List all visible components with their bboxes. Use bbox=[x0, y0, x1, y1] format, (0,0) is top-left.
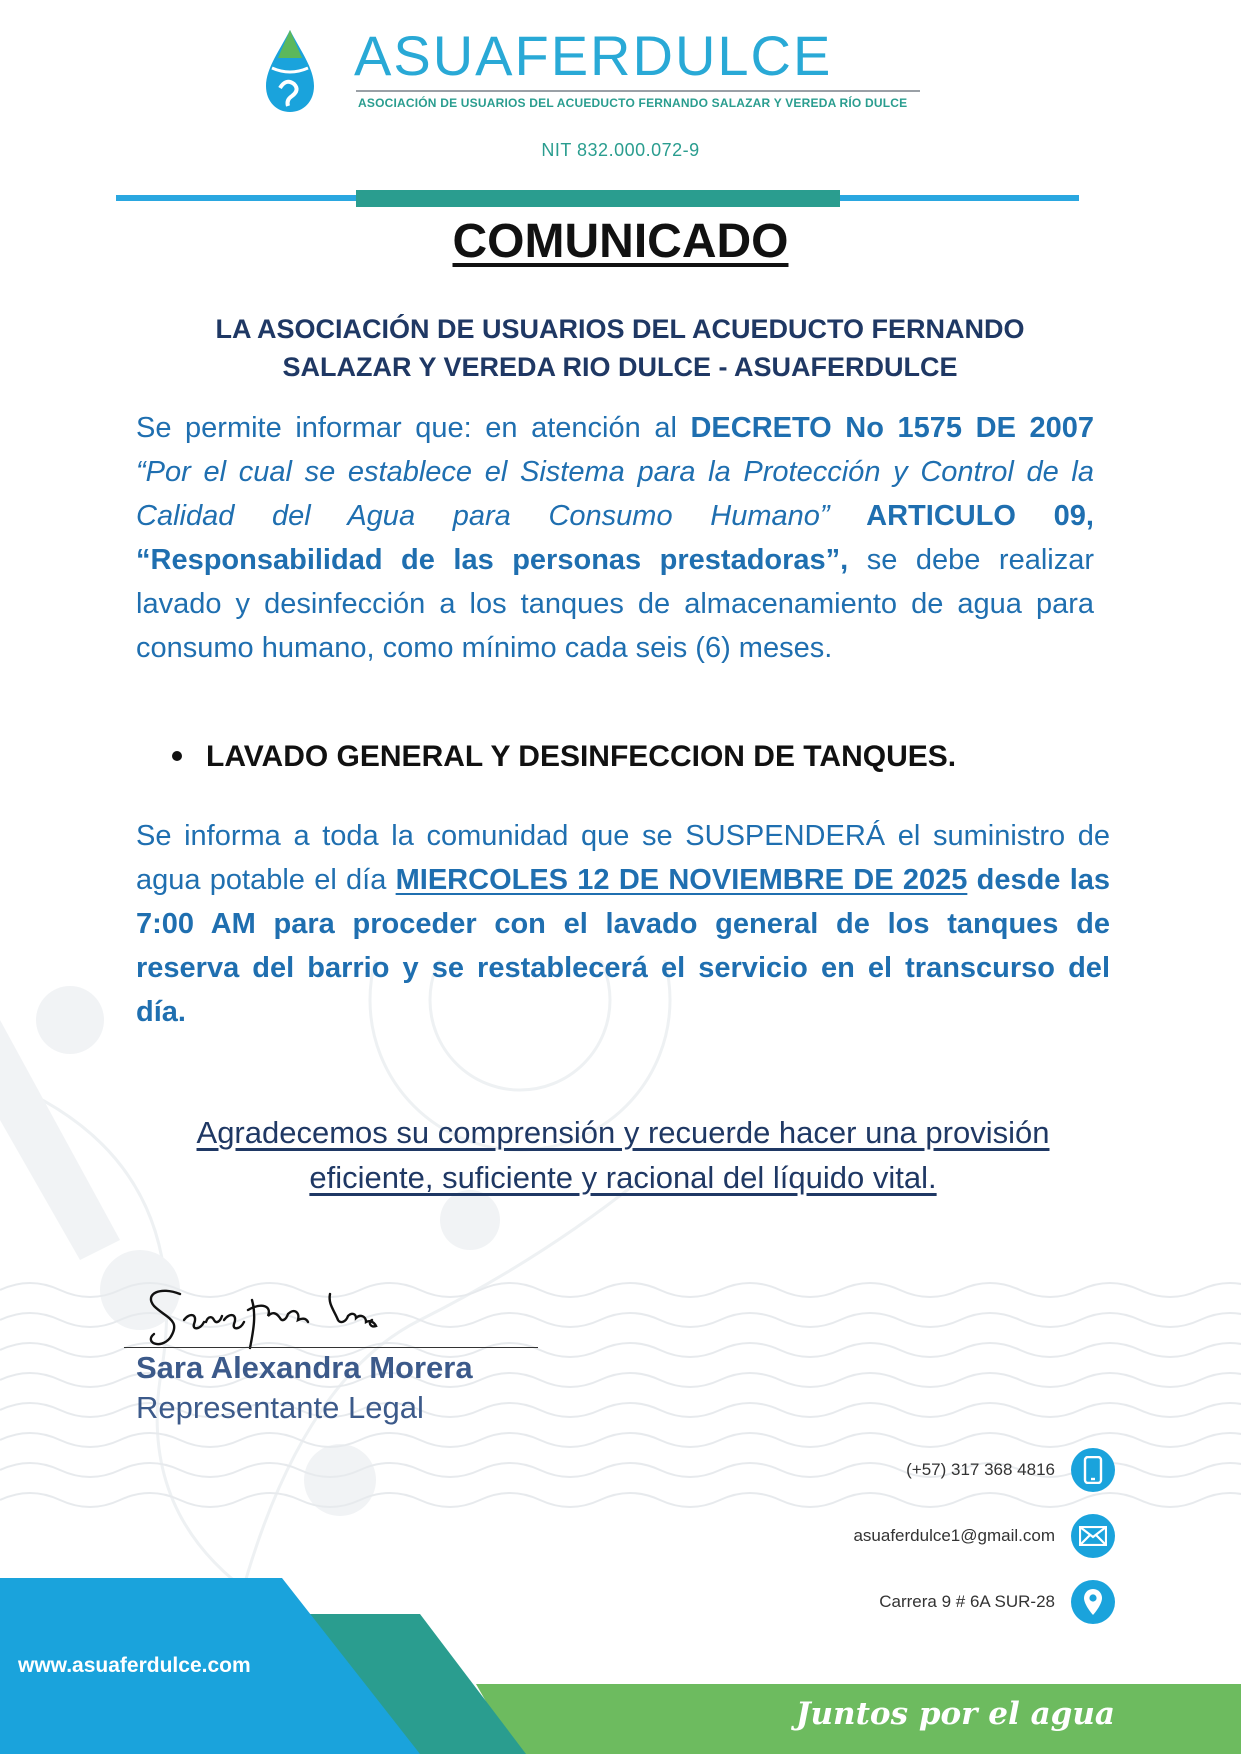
brand-subtitle: ASOCIACIÓN DE USUARIOS DEL ACUEDUCTO FERNANDO SALAZAR Y VEREDA RÍO DULCE bbox=[358, 96, 908, 110]
decree-number-text: DECRETO No 1575 DE 2007 bbox=[690, 412, 1094, 444]
header-logo bbox=[262, 24, 922, 114]
nit-number: NIT 832.000.072-9 bbox=[541, 140, 700, 160]
contact-address-text: Carrera 9 # 6A SUR-28 bbox=[879, 1592, 1055, 1611]
decree-rest-text: se debe realizar lavado y desinfección a los tanques de almacenamiento de agua para consumo humano, como mínimo cada seis (6) meses. bbox=[136, 544, 1094, 664]
bullet-dot-icon bbox=[172, 751, 182, 761]
water-drop-logo-icon bbox=[262, 28, 318, 114]
document-title: COMUNICADO bbox=[452, 215, 789, 268]
phone-icon bbox=[1071, 1448, 1115, 1492]
header-rule-teal bbox=[356, 190, 840, 207]
handwritten-signature bbox=[140, 1280, 400, 1360]
organization-heading-line-2: SALAZAR Y VEREDA RIO DULCE - ASUAFERDULCE bbox=[282, 352, 958, 382]
signature-line bbox=[124, 1347, 538, 1348]
suspension-date-text: MIERCOLES 12 DE NOVIEMBRE DE 2025 bbox=[395, 864, 968, 896]
footer-slogan: Juntos por el agua bbox=[795, 1696, 1115, 1732]
signer-name: Sara Alexandra Morera bbox=[136, 1350, 473, 1385]
organization-heading bbox=[120, 310, 1120, 386]
decree-paragraph bbox=[136, 406, 1094, 670]
decree-article-text: ARTICULO 09, “Responsabilidad de las personas prestadoras”, bbox=[136, 500, 1094, 576]
decree-intro-text: Se permite informar que: en atención al bbox=[136, 412, 691, 444]
signer-role: Representante Legal bbox=[136, 1390, 424, 1425]
suspension-rest-text: desde las 7:00 AM para proceder con el lavado general de los tanques de reserva del barrio y se restablecerá el servicio en el transcurso del día. bbox=[136, 864, 1111, 1028]
contact-phone-text: (+57) 317 368 4816 bbox=[906, 1460, 1055, 1479]
suspension-intro-text: Se informa a toda la comunidad que se SUSPENDERÁ el suministro de agua potable el día bbox=[136, 820, 1110, 896]
bullet-item bbox=[172, 740, 956, 774]
decree-quote-text: “Por el cual se establece el Sistema para la Protección y Control de la Calidad del Agua para Consumo Humano” bbox=[136, 456, 1094, 532]
brand-divider bbox=[356, 90, 920, 92]
organization-heading-line-1: LA ASOCIACIÓN DE USUARIOS DEL ACUEDUCTO FERNANDO bbox=[215, 314, 1025, 344]
contact-phone bbox=[906, 1448, 1115, 1492]
brand-name: ASUAFERDULCE bbox=[354, 24, 833, 87]
thanks-message: Agradecemos su comprensión y recuerde hacer una provisión eficiente, suficiente y racional del líquido vital. bbox=[196, 1115, 1050, 1195]
contact-email bbox=[853, 1514, 1115, 1558]
bullet-item-text: LAVADO GENERAL Y DESINFECCION DE TANQUES. bbox=[206, 740, 957, 773]
contact-email-text: asuaferdulce1@gmail.com bbox=[853, 1526, 1055, 1545]
footer-website-link[interactable]: www.asuaferdulce.com bbox=[18, 1654, 251, 1677]
email-icon bbox=[1071, 1514, 1115, 1558]
suspension-paragraph bbox=[136, 814, 1110, 1034]
